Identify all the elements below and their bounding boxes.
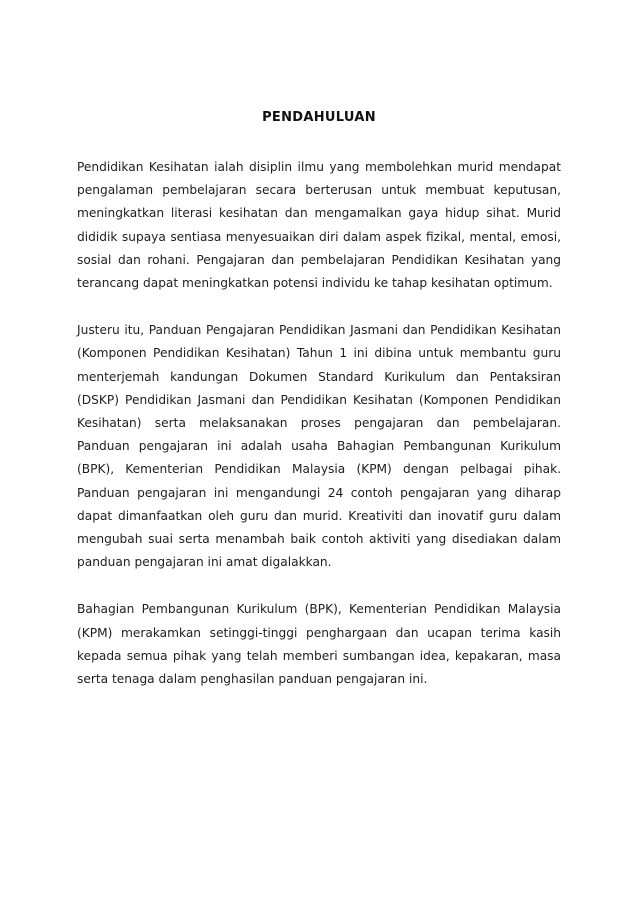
paragraph-guide-purpose: Justeru itu, Panduan Pengajaran Pendidikan Jasmani dan Pendidikan Kesihatan (Komponen Pendidikan Kesihatan) Tahun 1 ini dibina untuk membantu guru menterjemah kandungan Dokumen Standard Kurikulum dan Pentaksiran (DSKP) Pendidikan Jasmani dan Pendidikan Kesihatan (Komponen Pendidikan Kesihatan) serta melaksanakan proses pengajaran dan pembelajaran. Panduan pengajaran ini adalah usaha Bahagian Pembangunan Kurikulum (BPK), Kementerian Pendidikan Malaysia (KPM) dengan pelbagai pihak. Panduan pengajaran ini mengandungi 24 contoh pengajaran yang diharap dapat dimanfaatkan oleh guru dan murid. Kreativiti dan inovatif guru dalam mengubah suai serta menambah baik contoh aktiviti yang disediakan dalam panduan pengajaran ini amat digalakkan. [77, 323, 561, 570]
paragraph-acknowledgement: Bahagian Pembangunan Kurikulum (BPK), Kementerian Pendidikan Malaysia (KPM) merakamkan setinggi-tinggi penghargaan dan ucapan terima kasih kepada semua pihak yang telah memberi sumbangan idea, kepakaran, masa serta tenaga dalam penghasilan panduan pengajaran ini. [77, 602, 561, 687]
document-body [77, 156, 561, 715]
paragraph-intro: Pendidikan Kesihatan ialah disiplin ilmu yang membolehkan murid mendapat pengalaman pembelajaran secara berterusan untuk membuat keputusan, meningkatkan literasi kesihatan dan mengamalkan gaya hidup sihat. Murid dididik supaya sentiasa menyesuaikan diri dalam aspek fizikal, mental, emosi, sosial dan rohani. Pengajaran dan pembelajaran Pendidikan Kesihatan yang terancang dapat meningkatkan potensi individu ke tahap kesihatan optimum. [77, 160, 561, 291]
page-title: PENDAHULUAN [262, 110, 376, 125]
